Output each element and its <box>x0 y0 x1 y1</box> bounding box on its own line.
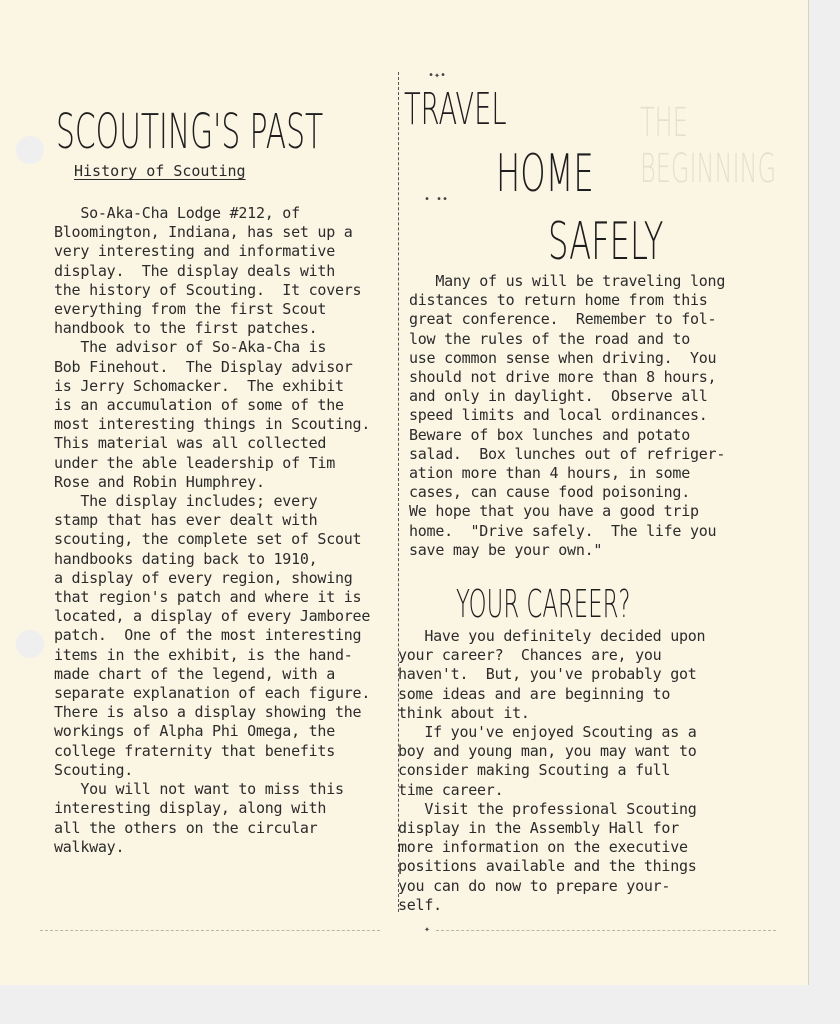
career-article: Have you definitely decided upon your career? Chances are, you haven't. But, you've probably got some ideas and are beginning to think about it. If you've enjoyed Scouting as a boy and young man, you may want to consider making Scouting a full time career. Visit the professional Scouting display in the Assembly Hall for more information on the executive positions available and the things you can do now to prepare your- self. <box>398 627 706 914</box>
scoutings-past-headline: SCOUTING'S PAST <box>56 104 324 160</box>
ink-speck: ✦ <box>424 924 431 935</box>
career-headline: YOUR CAREER? <box>456 582 631 626</box>
travel-article: Many of us will be traveling long distances to return home from this great conference. Remember to fol- low the rules of the road and to use common sense when driving. You should not drive more than 8 hours, and only in daylight. Observe all speed limits and local ordinances. Beware of box lunches and potato salad. Box lunches out of refriger- ation more than 4 hours, in some cases, can cause food poisoning. We hope that you have a good trip home. "Drive safely. The life you save may be your own." <box>409 272 726 559</box>
bottom-rule-right <box>436 930 776 931</box>
travel-headline: TRAVEL <box>404 84 507 135</box>
history-subhead: History of Scouting <box>74 162 246 180</box>
punch-hole-top <box>16 136 44 164</box>
bottom-rule-left <box>40 930 380 931</box>
scoutings-past-article: So-Aka-Cha Lodge #212, of Bloomington, Indiana, has set up a very interesting and informative display. The display deals with the history of Scouting. It covers everything from the first Scout handbook to the first patches. The advisor of So-Aka-Cha is Bob Finehout. The Display advisor is Jerry Schomacker. The exhibit is an accumulation of some of the most interesting things in Scouting. This material was all collected under the able leadership of Tim Rose and Robin Humphrey. The display includes; every stamp that has ever dealt with scouting, the complete set of Scout handbooks dating back to 1910, a display of every region, showing that region's patch and where it is located, a display of every Jamboree patch. One of the most interesting items in the exhibit, is the hand- made chart of the legend, with a separate explanation of each figure. There is also a display showing the workings of Alpha Phi Omega, the college fraternity that benefits Scouting. You will not want to miss this interesting display, along with all the others on the circular walkway. <box>54 204 371 856</box>
punch-hole-bottom <box>16 630 44 658</box>
home-headline: HOME <box>496 144 594 204</box>
ink-speck: •✦• <box>428 70 447 81</box>
scan-background <box>0 985 840 1024</box>
bleed-through-text: THE BEGINNING <box>640 100 777 192</box>
ink-speck: • •• <box>424 194 449 205</box>
safely-headline: SAFELY <box>548 212 664 272</box>
